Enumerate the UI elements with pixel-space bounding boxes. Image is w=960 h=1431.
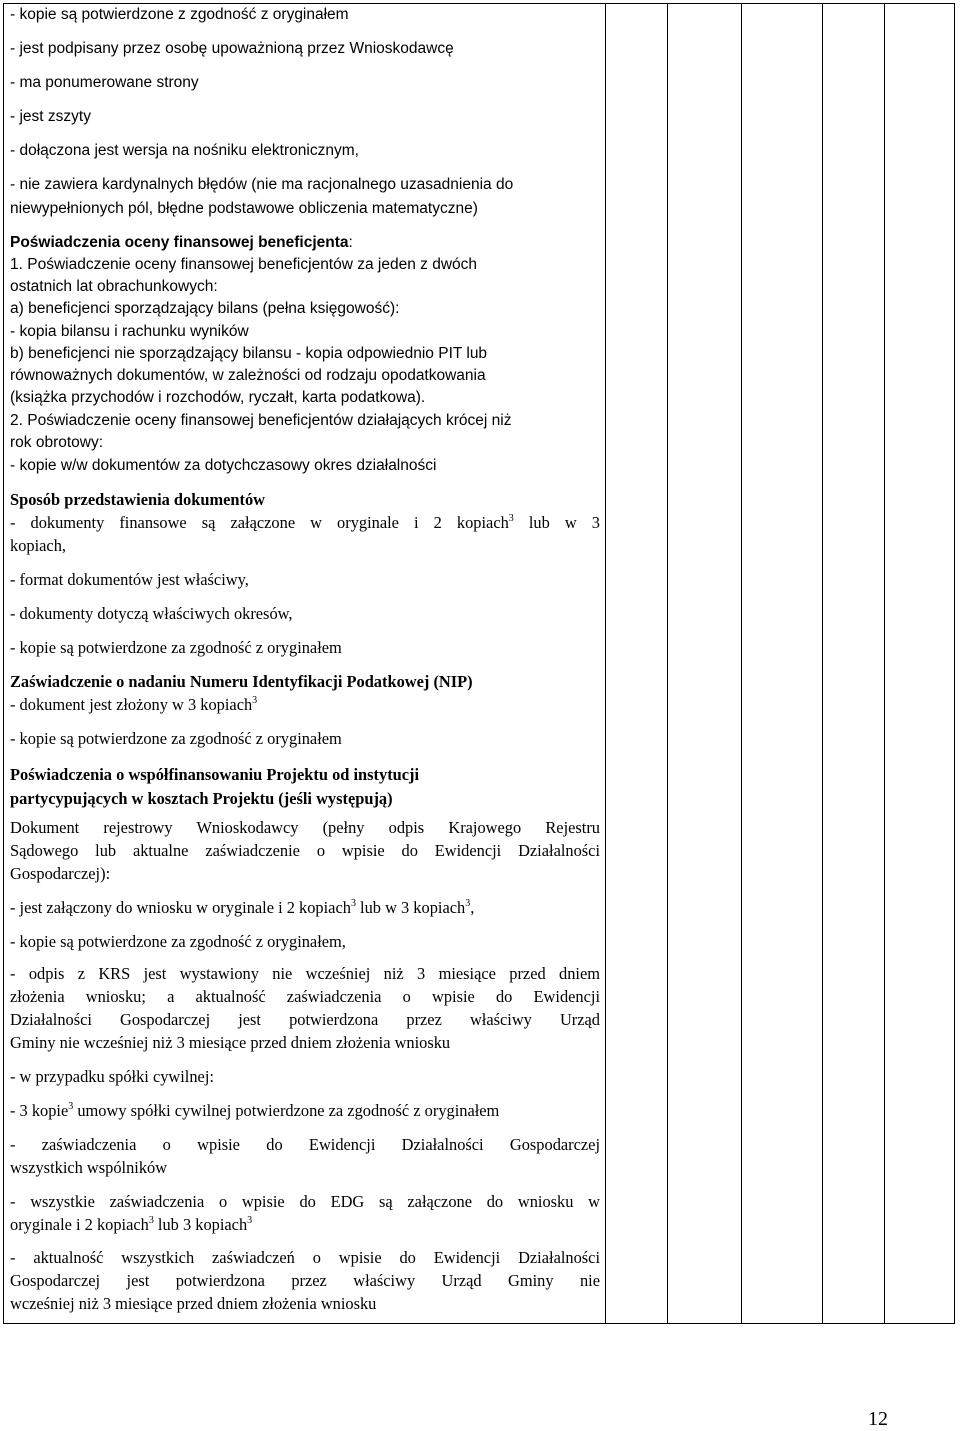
criterion-line: 2. Poświadczenie oceny finansowej beneficjentów działających krócej niż	[10, 412, 512, 429]
criterion-line: rok obrotowy:	[10, 434, 104, 451]
criterion-line: - jest załączony do wniosku w oryginale i 2 kopiach$^3$ lub w 3 kopiach$^3$,	[10, 898, 475, 917]
column-divider	[605, 3, 606, 1324]
criterion-line: - kopie w/w dokumentów za dotychczasowy okres działalności	[10, 457, 437, 474]
section-heading: Poświadczenia o współfinansowaniu Projektu od instytucji	[10, 765, 420, 784]
criterion-line: - dokumenty dotyczą właściwych okresów,	[10, 604, 293, 623]
criterion-line: ostatnich lat obrachunkowych:	[10, 278, 218, 295]
criterion-line: - jest zszyty	[10, 108, 91, 125]
criterion-line: wcześniej niż 3 miesiące przed dniem złożenia wniosku	[10, 1294, 377, 1313]
section-heading: Sposób przedstawienia dokumentów	[10, 490, 266, 509]
criterion-line: - dokumenty finansowe są załączone w oryginale i 2 kopiach$^3$ lub w 3	[10, 513, 600, 532]
criterion-line: - dokument jest złożony w 3 kopiach$^3$	[10, 695, 258, 714]
criterion-line: - wszystkie zaświadczenia o wpisie do EDG są załączone do wniosku w	[10, 1192, 600, 1211]
criterion-line: - nie zawiera kardynalnych błędów (nie ma racjonalnego uzasadnienia do	[10, 176, 514, 193]
criterion-line: kopiach,	[10, 536, 66, 555]
criterion-line: złożenia wniosku; a aktualność zaświadczenia o wpisie do Ewidencji	[10, 987, 600, 1006]
column-divider	[822, 3, 823, 1324]
criterion-line: - w przypadku spółki cywilnej:	[10, 1067, 214, 1086]
criterion-line: - zaświadczenia o wpisie do Ewidencji Działalności Gospodarczej	[10, 1135, 600, 1154]
criterion-line: - jest podpisany przez osobę upoważnioną przez Wnioskodawcę	[10, 40, 454, 57]
criterion-line: - ma ponumerowane strony	[10, 74, 199, 91]
criterion-line: (książka przychodów i rozchodów, ryczałt, karta podatkowa).	[10, 389, 426, 406]
criterion-line: - kopie są potwierdzone za zgodność z oryginałem	[10, 638, 342, 657]
criterion-line: Gospodarczej jest potwierdzona przez właściwy Urząd Gminy nie	[10, 1271, 600, 1290]
criterion-line: - kopia bilansu i rachunku wyników	[10, 323, 249, 340]
column-divider	[741, 3, 742, 1324]
column-divider	[884, 3, 885, 1324]
criterion-line: - odpis z KRS jest wystawiony nie wcześniej niż 3 miesiące przed dniem	[10, 964, 600, 983]
criterion-line: Gminy nie wcześniej niż 3 miesiące przed dniem złożenia wniosku	[10, 1033, 451, 1052]
criterion-line: - kopie są potwierdzone z zgodność z oryginałem	[10, 6, 349, 23]
criterion-line: 1. Poświadczenie oceny finansowej beneficjentów za jeden z dwóch	[10, 256, 478, 273]
criterion-line: a) beneficjenci sporządzający bilans (pełna księgowość):	[10, 300, 400, 317]
criterion-line: - kopie są potwierdzone za zgodność z oryginałem	[10, 729, 342, 748]
criterion-line: b) beneficjenci nie sporządzający bilansu - kopia odpowiednio PIT lub	[10, 345, 488, 362]
section-heading: Zaświadczenie o nadaniu Numeru Identyfikacji Podatkowej (NIP)	[10, 672, 473, 691]
criterion-line: Gospodarczej):	[10, 864, 111, 883]
criterion-line: - format dokumentów jest właściwy,	[10, 570, 249, 589]
criterion-line: - 3 kopie$^3$ umowy spółki cywilnej potwierdzone za zgodność z oryginałem	[10, 1101, 500, 1120]
page-number: 12	[868, 1408, 888, 1430]
criterion-line: - dołączona jest wersja na nośniku elektronicznym,	[10, 142, 359, 159]
criterion-line: wszystkich wspólników	[10, 1158, 168, 1177]
criterion-line: Dokument rejestrowy Wnioskodawcy (pełny odpis Krajowego Rejestru	[10, 818, 600, 837]
section-heading: partycypujących w kosztach Projektu (jeśli występują)	[10, 789, 393, 808]
column-divider	[667, 3, 668, 1324]
criterion-line: Działalności Gospodarczej jest potwierdzona przez właściwy Urząd	[10, 1010, 600, 1029]
criterion-line: - aktualność wszystkich zaświadczeń o wpisie do Ewidencji Działalności	[10, 1248, 600, 1267]
criterion-line: równoważnych dokumentów, w zależności od rodzaju opodatkowania	[10, 367, 486, 384]
criterion-line: - kopie są potwierdzone za zgodność z oryginałem,	[10, 932, 346, 951]
section-heading: Poświadczenia oceny finansowej beneficjenta:	[10, 234, 353, 251]
criterion-line: Sądowego lub aktualne zaświadczenie o wpisie do Ewidencji Działalności	[10, 841, 600, 860]
criterion-line: oryginale i 2 kopiach$^3$ lub 3 kopiach$^3$	[10, 1215, 253, 1234]
criterion-line: niewypełnionych pól, błędne podstawowe obliczenia matematyczne)	[10, 200, 478, 217]
